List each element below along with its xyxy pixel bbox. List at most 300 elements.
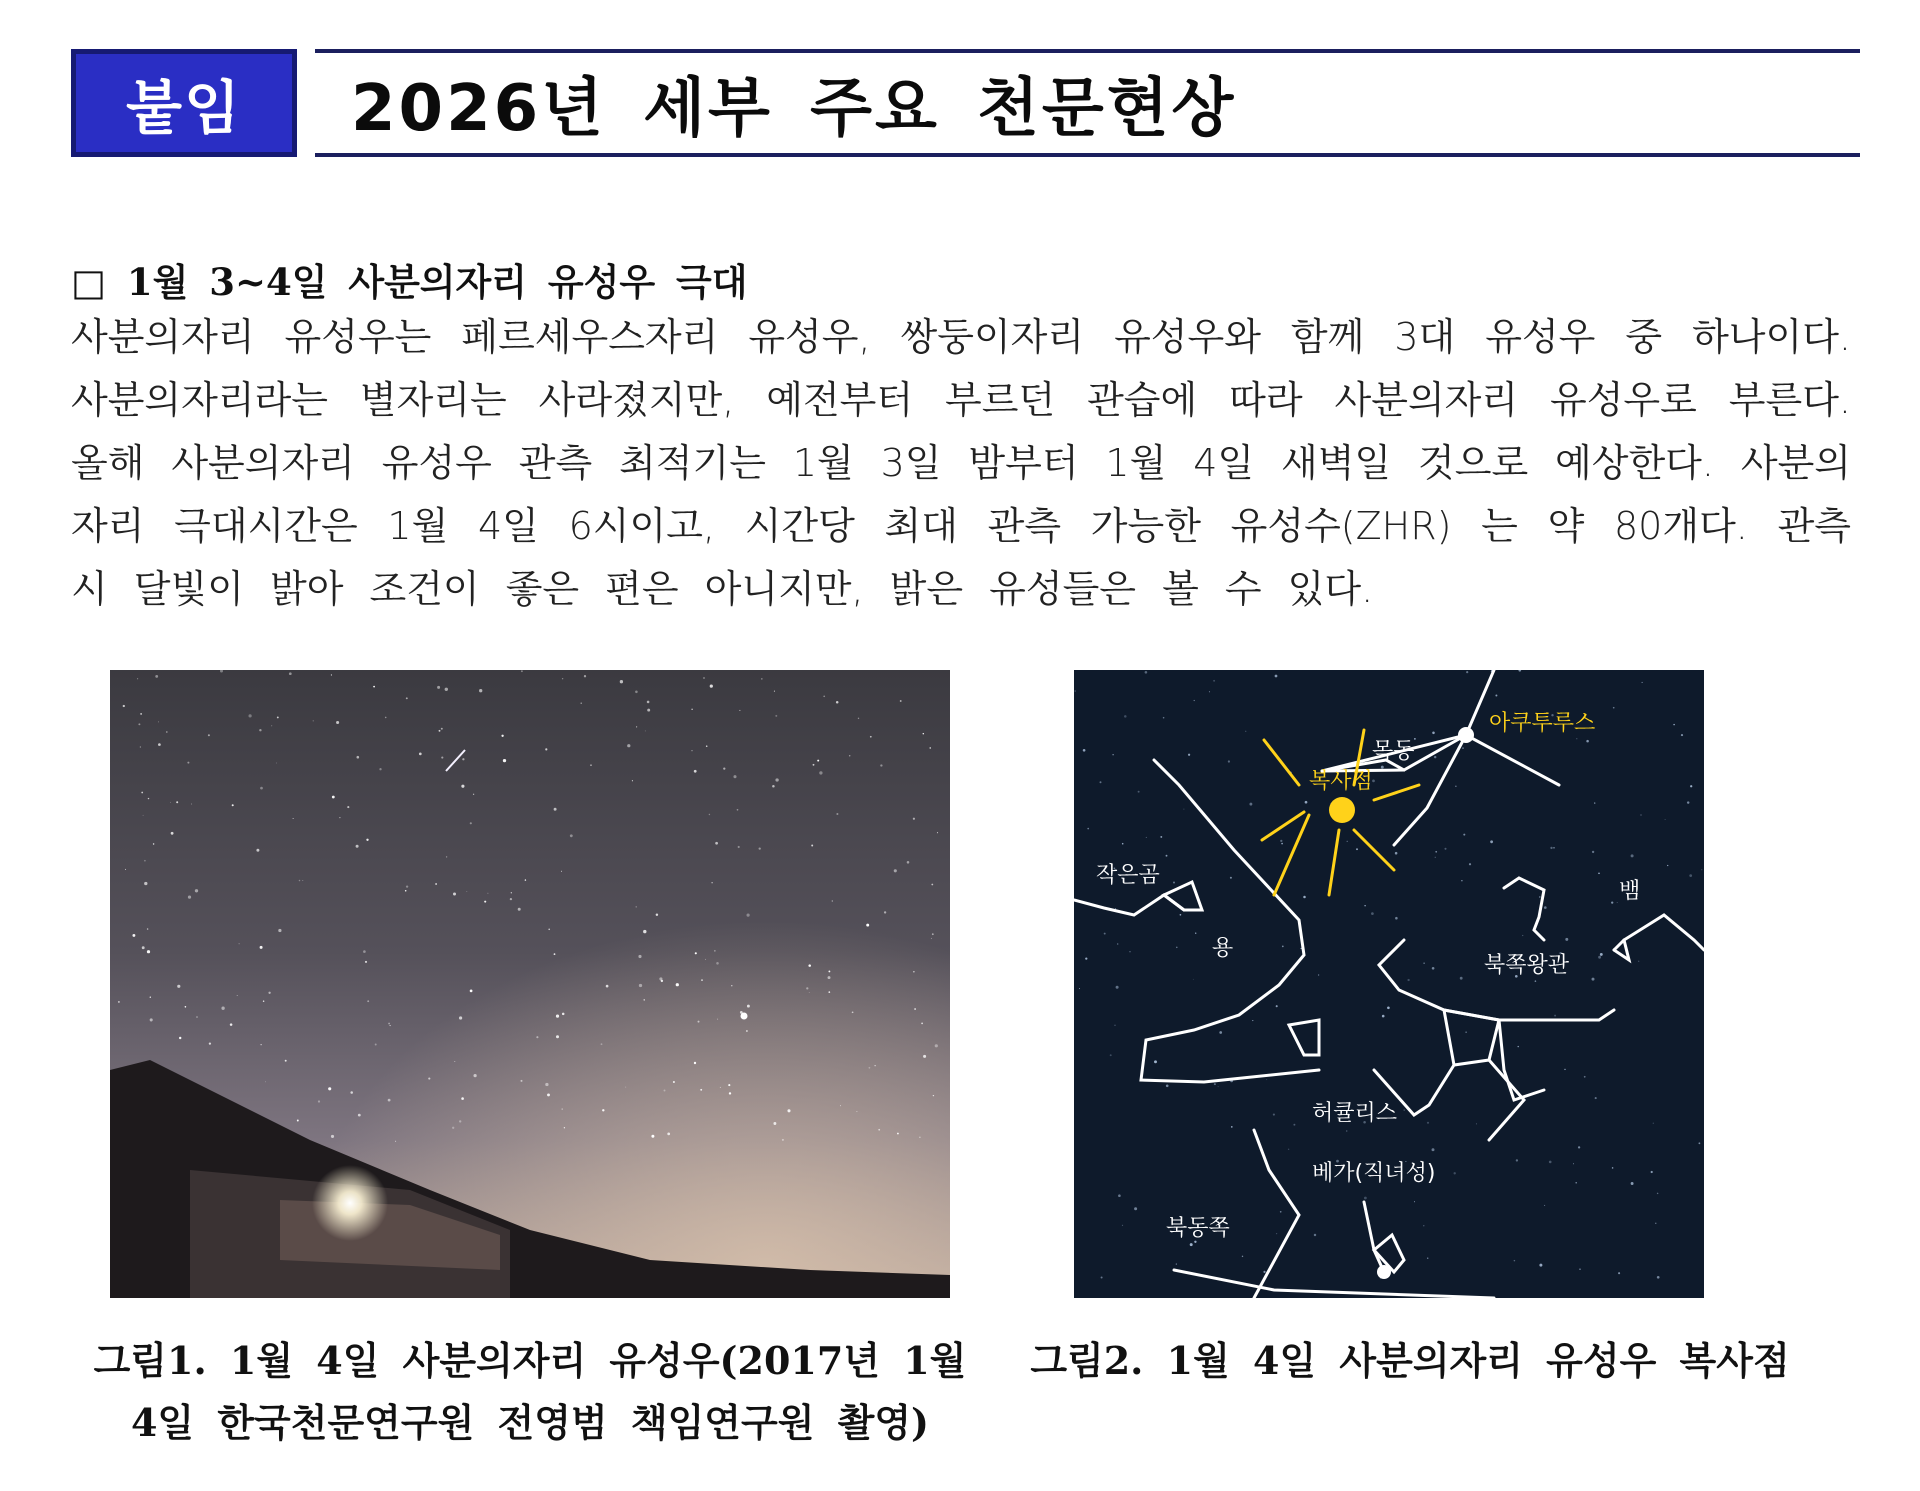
background-star xyxy=(191,804,192,805)
background-star xyxy=(645,730,646,731)
background-star xyxy=(1263,1271,1265,1273)
background-star xyxy=(347,806,349,808)
label-corona-borealis: 북쪽왕관 xyxy=(1484,953,1570,978)
background-star xyxy=(521,670,523,672)
label-northeast: 북동쪽 xyxy=(1166,1216,1230,1241)
background-star xyxy=(731,985,732,986)
background-star xyxy=(256,849,259,852)
background-star xyxy=(694,770,697,773)
background-star xyxy=(1564,1069,1565,1070)
background-star xyxy=(1565,938,1568,941)
background-star xyxy=(819,771,822,774)
background-star xyxy=(1435,851,1437,853)
background-star xyxy=(1303,896,1306,899)
background-star xyxy=(1586,740,1589,743)
background-star xyxy=(1550,847,1552,849)
background-star xyxy=(625,1087,626,1088)
background-star xyxy=(659,977,662,980)
background-star xyxy=(894,869,897,872)
background-star xyxy=(602,1109,604,1111)
background-star xyxy=(676,983,679,986)
background-star xyxy=(1575,1182,1577,1184)
background-star xyxy=(1584,1076,1586,1078)
background-star xyxy=(1288,1149,1289,1150)
background-star xyxy=(1134,1207,1137,1210)
background-star xyxy=(155,675,158,678)
background-star xyxy=(840,1105,841,1106)
background-star xyxy=(1122,843,1124,845)
background-star xyxy=(1138,791,1140,793)
label-hercules: 허큘리스 xyxy=(1312,1101,1398,1126)
background-star xyxy=(931,938,932,939)
background-star xyxy=(470,822,472,824)
background-star xyxy=(1640,814,1641,815)
background-star xyxy=(188,896,191,899)
background-star xyxy=(230,1023,233,1026)
background-star xyxy=(518,908,521,911)
background-star xyxy=(1544,1205,1545,1206)
background-star xyxy=(1578,1146,1580,1148)
background-star xyxy=(581,703,582,704)
background-star xyxy=(1118,1194,1121,1197)
background-star xyxy=(907,861,910,864)
background-star xyxy=(390,1025,391,1026)
background-star xyxy=(406,885,408,887)
background-star xyxy=(297,1120,299,1122)
background-star xyxy=(1180,914,1182,916)
background-star xyxy=(729,1092,731,1094)
background-star xyxy=(1347,841,1348,842)
background-star xyxy=(715,842,718,845)
background-star xyxy=(277,716,279,718)
background-star xyxy=(638,955,641,958)
background-star xyxy=(1209,691,1210,692)
background-star xyxy=(1469,863,1471,865)
background-star xyxy=(1514,1260,1516,1262)
background-star xyxy=(435,883,437,885)
background-star xyxy=(775,715,777,717)
background-star xyxy=(331,1135,334,1138)
background-star xyxy=(385,717,387,719)
background-star xyxy=(441,757,443,759)
background-star xyxy=(556,1015,559,1018)
background-star xyxy=(710,685,713,688)
background-star xyxy=(1544,906,1547,909)
background-star xyxy=(1188,754,1190,756)
background-star xyxy=(1083,749,1086,752)
background-star xyxy=(1631,1182,1634,1185)
background-star xyxy=(632,780,633,781)
background-star xyxy=(656,914,658,916)
background-star xyxy=(1673,724,1674,725)
background-star xyxy=(388,1023,390,1025)
background-star xyxy=(695,952,697,954)
background-star xyxy=(123,705,125,707)
background-star xyxy=(836,701,839,704)
background-star xyxy=(705,959,706,960)
background-star xyxy=(484,901,486,903)
background-star xyxy=(1395,852,1398,855)
background-star xyxy=(858,718,859,719)
background-star xyxy=(285,1060,287,1062)
background-star xyxy=(1280,840,1282,842)
background-star xyxy=(849,755,850,756)
background-star xyxy=(545,1083,548,1086)
background-star xyxy=(439,730,441,732)
background-star xyxy=(1173,881,1175,883)
background-star xyxy=(1117,943,1118,944)
background-star xyxy=(897,1133,899,1135)
background-star xyxy=(1190,1243,1193,1246)
background-star xyxy=(501,735,503,737)
background-star xyxy=(930,747,931,748)
background-star xyxy=(1356,848,1358,850)
background-star xyxy=(209,1042,211,1044)
background-star xyxy=(832,900,833,901)
background-star xyxy=(1476,1123,1477,1124)
background-star xyxy=(1432,967,1435,970)
background-star xyxy=(365,961,367,963)
background-star xyxy=(1194,700,1195,701)
background-star xyxy=(1293,1124,1295,1126)
background-star xyxy=(313,720,314,721)
background-star xyxy=(1193,979,1194,980)
background-star xyxy=(1079,988,1080,989)
background-star xyxy=(1592,978,1595,981)
background-star xyxy=(1701,869,1702,870)
background-star xyxy=(823,695,825,697)
background-star xyxy=(473,794,474,795)
background-star xyxy=(144,882,147,885)
background-star xyxy=(564,1127,565,1128)
background-star xyxy=(140,746,141,747)
background-star xyxy=(852,1011,854,1013)
background-star xyxy=(636,726,637,727)
background-star xyxy=(142,946,145,949)
background-star xyxy=(166,731,168,733)
background-star xyxy=(268,992,270,994)
background-star xyxy=(336,721,339,724)
background-star xyxy=(148,798,149,799)
background-star xyxy=(1318,974,1319,975)
background-star xyxy=(375,1044,377,1046)
background-star xyxy=(147,928,149,930)
background-star xyxy=(459,1016,462,1019)
background-star xyxy=(1539,896,1540,897)
background-star xyxy=(271,725,272,726)
background-star xyxy=(700,1089,702,1091)
background-star xyxy=(1651,1171,1653,1173)
section-heading: □ 1월 3~4일 사분의자리 유성우 극대 xyxy=(71,260,748,304)
background-star xyxy=(177,985,180,988)
background-star xyxy=(737,809,739,811)
radiant-star-chart xyxy=(1074,670,1704,1298)
background-star xyxy=(1455,786,1456,787)
background-star xyxy=(935,1044,938,1047)
background-star xyxy=(261,1044,262,1045)
background-star xyxy=(723,767,725,769)
background-star xyxy=(635,691,638,694)
background-star xyxy=(260,787,263,790)
background-star xyxy=(170,802,171,803)
background-star xyxy=(239,943,240,944)
background-star xyxy=(441,728,443,730)
figure1-caption-line2: 4일 한국천문연구원 전영범 책임연구원 촬영) xyxy=(130,1400,930,1445)
figure2-caption: 그림2. 1월 4일 사분의자리 유성우 복사점 xyxy=(1030,1338,1790,1383)
background-star xyxy=(1380,1278,1381,1279)
background-star xyxy=(196,1016,198,1018)
background-star xyxy=(249,714,252,717)
background-star xyxy=(187,762,189,764)
background-star xyxy=(1407,979,1409,981)
background-star xyxy=(1432,732,1435,735)
background-star xyxy=(1282,946,1284,948)
background-star xyxy=(1435,857,1436,858)
background-star xyxy=(1553,847,1555,849)
background-star xyxy=(1214,1083,1216,1085)
background-star xyxy=(709,814,710,815)
background-star xyxy=(339,817,340,818)
label-bootes: 목동 xyxy=(1372,739,1415,764)
background-star xyxy=(356,845,359,848)
background-star xyxy=(1163,717,1165,719)
background-star xyxy=(562,1108,563,1109)
building-lamp xyxy=(312,1165,388,1241)
background-star xyxy=(1554,1015,1556,1017)
background-star xyxy=(880,764,882,766)
background-star xyxy=(1657,1193,1659,1195)
arcturus-star xyxy=(1458,727,1474,743)
background-star xyxy=(1305,801,1308,804)
background-star xyxy=(259,729,261,731)
background-star xyxy=(913,971,914,972)
background-star xyxy=(1276,1233,1277,1234)
background-star xyxy=(185,1006,187,1008)
background-star xyxy=(1522,935,1523,936)
background-star xyxy=(1490,840,1493,843)
background-star xyxy=(1346,1130,1347,1131)
background-star xyxy=(405,890,407,892)
background-star xyxy=(773,1122,776,1125)
background-star xyxy=(813,764,815,766)
background-star xyxy=(759,847,761,849)
background-star xyxy=(647,709,650,712)
background-star xyxy=(828,976,831,979)
background-star xyxy=(1395,917,1398,920)
background-star xyxy=(428,1078,430,1080)
background-star xyxy=(1219,1031,1222,1034)
background-star xyxy=(1690,785,1692,787)
background-star xyxy=(639,984,642,987)
background-star xyxy=(775,778,778,781)
background-star xyxy=(1579,1268,1580,1269)
background-star xyxy=(141,792,143,794)
background-star xyxy=(706,745,708,747)
background-star xyxy=(570,834,573,837)
background-star xyxy=(1176,947,1177,948)
background-star xyxy=(1594,802,1595,803)
background-star xyxy=(289,672,292,675)
background-star xyxy=(367,1000,369,1002)
attachment-tag-label: 붙임 xyxy=(125,74,243,142)
radiant-marker xyxy=(1329,797,1355,823)
background-star xyxy=(1101,1276,1103,1278)
background-star xyxy=(1657,1276,1660,1279)
background-star xyxy=(561,871,562,872)
background-star xyxy=(627,744,630,747)
background-star xyxy=(1465,1032,1466,1033)
label-arcturus: 아쿠투루스 xyxy=(1489,711,1596,736)
figure1-caption-line1: 그림1. 1월 4일 사분의자리 유성우(2017년 1월 xyxy=(93,1338,967,1383)
background-star xyxy=(1381,766,1384,769)
background-star xyxy=(728,1084,730,1086)
background-star xyxy=(125,869,126,870)
background-star xyxy=(357,756,360,759)
background-star xyxy=(1598,872,1600,874)
label-draco: 용 xyxy=(1212,936,1234,961)
background-star xyxy=(1462,747,1463,748)
background-star xyxy=(691,750,692,751)
background-star xyxy=(875,1065,876,1066)
background-star xyxy=(1665,819,1666,820)
background-star xyxy=(510,898,512,900)
background-star xyxy=(276,763,277,764)
background-star xyxy=(856,1111,857,1112)
background-star xyxy=(1160,836,1162,838)
background-star xyxy=(921,1023,923,1025)
background-star xyxy=(445,688,448,691)
background-star xyxy=(1655,1223,1656,1224)
background-star xyxy=(620,680,623,683)
background-star xyxy=(1146,837,1147,838)
background-star xyxy=(556,1035,559,1038)
background-star xyxy=(1266,1079,1267,1080)
background-star xyxy=(158,721,159,722)
background-star xyxy=(691,709,692,710)
background-star xyxy=(299,880,301,882)
background-star xyxy=(772,785,775,788)
background-star xyxy=(870,736,872,738)
page-title-bar xyxy=(315,49,1860,157)
background-star xyxy=(237,995,238,996)
background-star xyxy=(150,1018,153,1021)
background-star xyxy=(1110,1054,1112,1056)
background-star xyxy=(350,1091,353,1094)
background-star xyxy=(701,979,703,981)
background-star xyxy=(1427,1122,1429,1124)
background-star xyxy=(466,891,467,892)
background-star xyxy=(866,924,869,927)
background-star xyxy=(878,1129,880,1131)
background-star xyxy=(667,1133,670,1136)
background-star xyxy=(1617,902,1618,903)
background-star xyxy=(828,991,830,993)
background-star xyxy=(1598,956,1601,959)
background-star xyxy=(836,813,838,815)
background-star xyxy=(1122,1225,1123,1226)
background-star xyxy=(147,950,150,953)
background-star xyxy=(150,997,151,998)
background-star xyxy=(1454,1172,1456,1174)
background-star xyxy=(1230,877,1232,879)
background-star xyxy=(1434,756,1436,758)
background-star xyxy=(647,701,650,704)
background-star xyxy=(1432,1148,1435,1151)
background-star xyxy=(937,832,938,833)
background-star xyxy=(446,856,447,857)
background-star xyxy=(1166,855,1168,857)
background-star xyxy=(746,1030,748,1032)
background-star xyxy=(1085,957,1087,959)
background-star xyxy=(1573,1163,1574,1164)
background-star xyxy=(714,950,715,951)
background-star xyxy=(179,1037,181,1039)
background-star xyxy=(332,796,335,799)
background-star xyxy=(1104,933,1106,935)
background-star xyxy=(208,734,210,736)
background-star xyxy=(933,1095,934,1096)
background-star xyxy=(137,678,138,679)
background-star xyxy=(664,1090,666,1092)
background-star xyxy=(547,1093,550,1096)
background-star xyxy=(651,1135,654,1138)
background-star xyxy=(1087,828,1089,830)
background-star xyxy=(644,999,645,1000)
background-star xyxy=(452,1127,454,1129)
background-star xyxy=(711,882,712,883)
background-star xyxy=(1592,851,1594,853)
background-star xyxy=(171,832,174,835)
section-paragraph: 사분의자리 유성우는 페르세우스자리 유성우, 쌍둥이자리 유성우와 함께 3대 유성우 중 하나이다. 사분의자리라는 별자리는 사라졌지만, 예전부터 부르던 관습에 따라 사분의자리 유성우로 부른다. 올해 사분의자리 유성우 관측 최적기는 1월 3일 밤부터 1월 4일 새벽일 것으로 예상한다. 사분의자리 극대시간은 1월 4일 6시이고, 시간당 최대 관측 가능한 유성수(ZHR) 는 약 80개다. 관측 시 달빛이 밝아 조건이 좋은 편은 아니지만, 밝은 유성들은 볼 수 있다. xyxy=(71,315,1851,611)
background-star xyxy=(584,675,586,677)
background-star xyxy=(153,843,154,844)
background-star xyxy=(590,764,591,765)
background-star xyxy=(1518,1046,1519,1047)
background-star xyxy=(562,678,563,679)
background-star xyxy=(923,733,924,734)
background-star xyxy=(419,753,422,756)
background-star xyxy=(363,950,366,953)
bright-planet xyxy=(741,1013,748,1020)
background-star xyxy=(366,839,368,841)
background-star xyxy=(554,953,556,955)
background-star xyxy=(379,768,381,770)
background-star xyxy=(1600,953,1603,956)
background-star xyxy=(1218,1086,1219,1087)
background-star xyxy=(1183,809,1184,810)
background-star xyxy=(1466,671,1468,673)
background-star xyxy=(1314,1234,1316,1236)
background-star xyxy=(1631,854,1634,857)
background-star xyxy=(454,1061,455,1062)
background-star xyxy=(144,860,146,862)
background-star xyxy=(1154,1060,1157,1063)
background-star xyxy=(520,1080,522,1082)
background-star xyxy=(884,911,886,913)
background-star xyxy=(1112,754,1113,755)
background-star xyxy=(195,889,198,892)
background-star xyxy=(1145,671,1148,674)
background-star xyxy=(601,1043,603,1045)
label-vega: 베가(직녀성) xyxy=(1312,1161,1436,1186)
background-star xyxy=(536,1036,538,1038)
background-star xyxy=(158,743,161,746)
background-star xyxy=(747,914,750,917)
background-star xyxy=(1228,760,1230,762)
label-serpens: 뱀 xyxy=(1619,879,1641,904)
background-star xyxy=(636,906,637,907)
background-star xyxy=(932,933,934,935)
